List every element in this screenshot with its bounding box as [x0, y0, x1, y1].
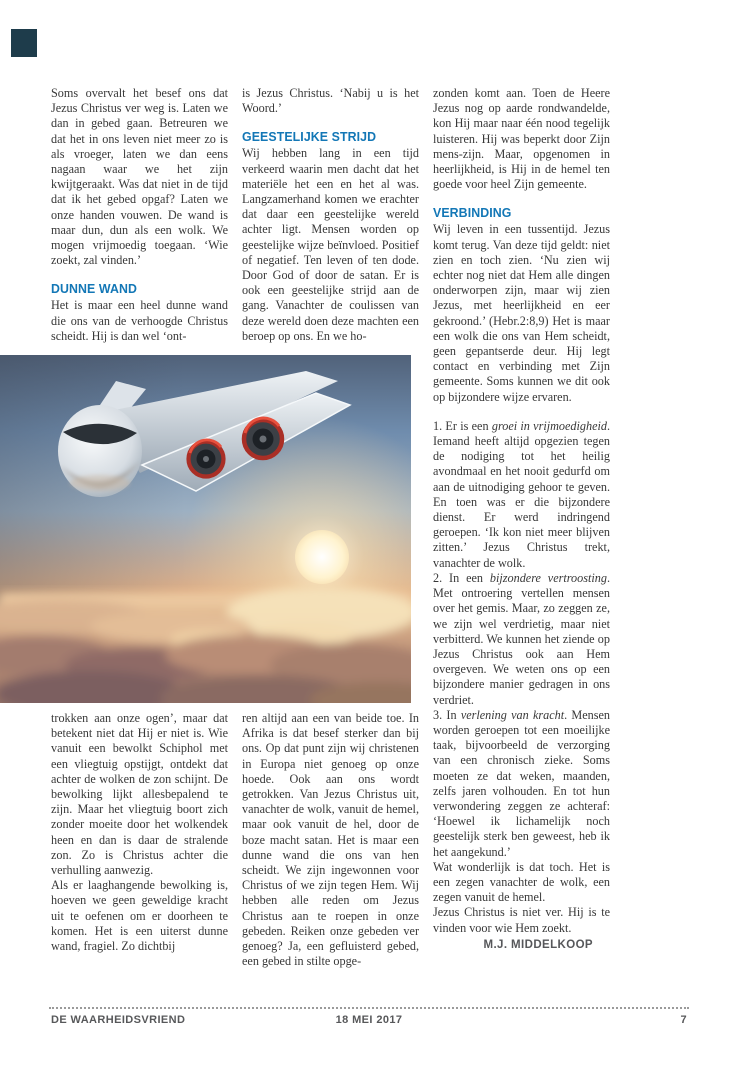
body-paragraph: Wat wonderlijk is dat toch. Het is een zegen vanachter de wolk, een zegen vanuit de hemel.: [433, 859, 610, 905]
author-byline: M.J. MIDDELKOOP: [483, 938, 593, 951]
section-heading: VERBINDING: [433, 205, 512, 221]
body-paragraph: 1. Er is een groei in vrijmoedigheid. Iemand heeft altijd opgezien tegen de nodiging tot het heilig avondmaal en het nooit gedurfd om aan de uitnodiging gehoor te geven. En toen was er die bijzondere dienst. Er werd indringend geroepen. ‘Ik kon niet meer blijven zitten.’ Jezus Christus trekt, vanachter de wolk.: [433, 418, 611, 570]
sun: [295, 530, 349, 584]
body-paragraph: Het is maar een heel dunne wand die ons van de verhoogde Christus scheidt. Hij is dan wel ‘ont-: [51, 298, 228, 343]
body-paragraph: zonden komt aan. Toen de Heere Jezus nog op aarde rondwandelde, kon Hij maar naar één nood tegelijk luisteren. Hij was beperkt door Zijn mens-zijn. Maar, opgenomen in heerlijkheid, is Hij in de hemel ten goede voor heel Zijn gemeente.: [433, 86, 610, 192]
body-paragraph: 3. In verlening van kracht. Mensen worden geroepen tot een moeilijke taak, bijvoorbeeld de verzorging van een chronisch zieke. Soms moeten ze dat weken, maanden, zelfs jaren volhouden. En tot hun verwondering zeggen ze achteraf: ‘Hoewel ik lichamelijk noch geestelijk sterk ben geweest, heb ik het aangekund.’: [433, 707, 610, 859]
page-footer: [51, 1014, 687, 1028]
column-2-bottom: [242, 711, 419, 969]
airplane-photo: [0, 355, 411, 703]
body-paragraph: ren altijd aan een van beide toe. In Afrika is dat besef sterker dan bij ons. Op dat punt zijn wij christenen in Europa niet genoeg op onze hoede. Ook aan ons wordt getrokken. Van Jezus Christus uit, vanachter de wolk, vanuit de hemel, maar ook vanuit de hel, door de boze macht satan. Het is maar een dunne wand die ons van hen scheidt. We zijn ingewonnen voor Christus of we zijn tegen Hem. Wij hebben alle reden om Jezus Christus aan te roepen in onze gebeden. Reiken onze gebeden ver genoeg? Ja, een gefluisterd gebed, een gebed in stilte opge-: [242, 711, 419, 969]
engine-outer: [244, 418, 282, 458]
section-heading: GEESTELIJKE STRIJD: [242, 129, 377, 145]
body-paragraph: Jezus Christus is niet ver. Hij is te vinden voor wie Hem zoekt.: [433, 905, 610, 935]
body-paragraph: Wij hebben lang in een tijd verkeerd waarin men dacht dat het materiële het een en het al was. Langzamerhand komen we erachter dat daar een geestelijke wereld achter ligt. Mensen worden op geestelijke wijze beïnvloed. Positief of negatief. Ten leven of ten dode. Door God of door de satan. Er is ook een geestelijke strijd aan de gang. Vanachter de coulissen van deze wereld doen deze machten een beroep op ons. En we ho-: [242, 146, 419, 343]
body-paragraph: Wij leven in een tussentijd. Jezus komt terug. Van deze tijd geldt: niet zien en toch zien. ‘Nu zien wij echter nog niet dat Hem alle dingen onderworpen zijn, maar wij zien Jezus, met heerlijkheid en eer gekroond.’ (Hebr.2:8,9) Het is maar een wolk die ons van Hem scheidt, geen gepantserde deur. Hij legt contact en verbinding met Zijn gemeente. Soms kunnen we dit ook op bijzondere wijze ervaren.: [433, 222, 610, 404]
body-paragraph: Als er laaghangende bewolking is, hoeven we geen geweldige kracht uit te oefenen om er doorheen te komen. Het is een uiterst dunne wand, fragiel. Zo dichtbij: [51, 878, 228, 954]
footer-divider: [49, 1007, 689, 1009]
body-paragraph: 2. In een bijzondere vertroosting. Met ontroering vertellen mensen over het gemis. Maar, zo zeggen ze, we zijn wel verdrietig, maar niet verbitterd. We kunnen het ziende op Jezus Christus ook aan Hem overgeven. We weten ons op een bijzondere manier gedragen in ons verdriet.: [433, 570, 610, 707]
column-1-bottom: [51, 711, 228, 954]
column-1-top: [51, 86, 228, 344]
column-3: [433, 86, 610, 953]
footer-journal-title: DE WAARHEIDSVRIEND: [51, 1014, 186, 1026]
body-paragraph: trokken aan onze ogen’, maar dat betekent niet dat Hij er niet is. Wie vanuit een bewolkt Schiphol met een vliegtuig opstijgt, ontdekt dat achter de wolken de zon schijnt. De bewolking lijkt allesbepalend te zijn. Maar het vliegtuig boort zich zonder moeite door het wolkendek heen en dan is daar de stralende zon. Zo is Christus achter die verhulling aanwezig.: [51, 711, 228, 878]
column-2-top: [242, 86, 419, 344]
section-heading: DUNNE WAND: [51, 281, 138, 297]
footer-date: 18 MEI 2017: [335, 1014, 403, 1026]
body-paragraph: is Jezus Christus. ‘Nabij u is het Woord.’: [242, 86, 419, 116]
corner-tab: [11, 29, 37, 57]
belly-glint: [70, 475, 130, 491]
footer-page-number: 7: [680, 1014, 687, 1026]
body-paragraph: Soms overvalt het besef ons dat Jezus Christus ver weg is. Laten we dan in gebed gaan. Betreuren we dat het in ons leven niet meer zo is als vroeger, laten we dan eens nagaan waar we het zijn kwijtgeraakt. Was dat niet in de tijd dat ik het gebed opgaf? Laten we onze handen vouwen. De wand is maar dun, dun als een wolk. We mogen vrijmoedig toegaan. ‘Wie zoekt, zal vinden.’: [51, 86, 228, 268]
engine-inner: [189, 440, 224, 477]
